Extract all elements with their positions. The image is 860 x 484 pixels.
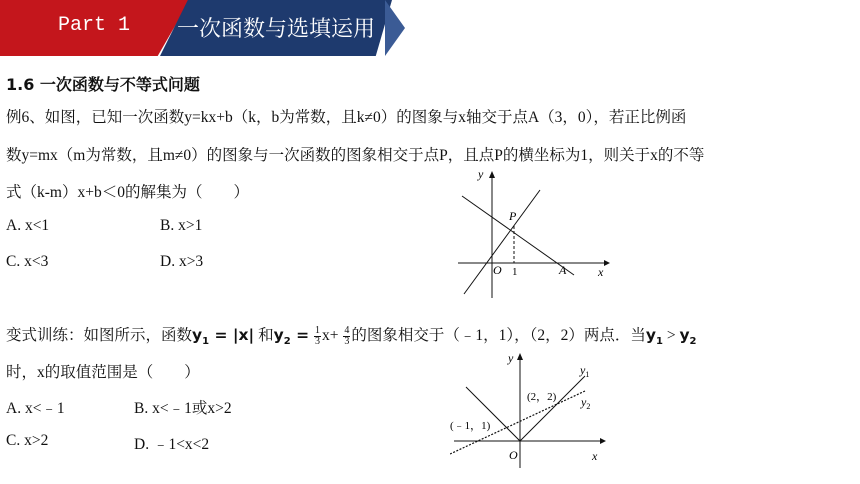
- line-y1-right: [520, 376, 585, 441]
- variant-figure: [450, 350, 620, 474]
- label-y: y: [478, 167, 484, 181]
- y-axis-arrow: [517, 353, 523, 360]
- variant-line1: 变式训练：如图所示，函数$y_1 = |x|$ 和$y_2$ = $\frac{1}{3}$ x+ $\frac{4}{3}$ 的图象相交于（﹣1，1），（2，2）两点．当$y_1 > y_2$: [6, 324, 697, 348]
- example6-line2: 数y=mx（m为常数，且m≠0）的图象与一次函数的图象相交于点P，且点P的横坐标为1，则关于x的不等: [6, 147, 705, 164]
- label-origin: O: [509, 448, 518, 462]
- variant-line2: 时，x的取值范围是（ ）: [6, 364, 200, 381]
- example6-option-c: C. x<3: [6, 253, 49, 270]
- line-y1-left: [466, 387, 520, 441]
- header-banner: [0, 0, 860, 56]
- label-point-neg1-1: (﹣1，1): [450, 420, 491, 432]
- y-axis-arrow: [489, 171, 495, 178]
- section-heading: 1.6 一次函数与不等式问题: [6, 75, 200, 94]
- label-y1: $y_1$: [580, 363, 590, 379]
- variant-option-d: D. ﹣1<x<2: [134, 436, 210, 453]
- title-tab-arrow: [385, 0, 405, 56]
- example6-option-b: B. x>1: [160, 217, 203, 234]
- label-point-2-2: (2，2): [527, 391, 557, 403]
- label-origin: O: [493, 263, 502, 277]
- label-y2: $y_2$: [581, 395, 591, 411]
- x-axis-arrow: [604, 260, 610, 266]
- example6-figure: [456, 166, 616, 302]
- part-label: Part 1: [58, 14, 131, 37]
- fraction-four-thirds: $\frac{4}{3}$: [344, 324, 350, 347]
- variant-option-a: A. x<﹣1: [6, 400, 65, 417]
- page-title: 一次函数与选填运用: [177, 17, 376, 42]
- example6-option-d: D. x>3: [160, 253, 204, 270]
- label-y: y: [508, 351, 514, 365]
- label-p: P: [509, 209, 517, 223]
- variant-option-b: B. x<﹣1或x>2: [134, 400, 232, 417]
- x-axis-arrow: [600, 438, 606, 444]
- example6-line1: 例6、如图，已知一次函数y=kx+b（k，b为常数，且k≠0）的图象与x轴交于点A（3，0），若正比例函: [6, 109, 687, 126]
- example6-option-a: A. x<1: [6, 217, 50, 234]
- label-one: 1: [512, 266, 518, 278]
- label-a: A: [559, 263, 567, 277]
- example6-line3: 式（k-m）x+b＜0的解集为（ ）: [6, 184, 249, 201]
- label-x: x: [598, 265, 604, 279]
- variant-option-c: C. x>2: [6, 432, 49, 449]
- fraction-one-third: $\frac{1}{3}$: [314, 324, 320, 347]
- label-x: x: [592, 449, 598, 463]
